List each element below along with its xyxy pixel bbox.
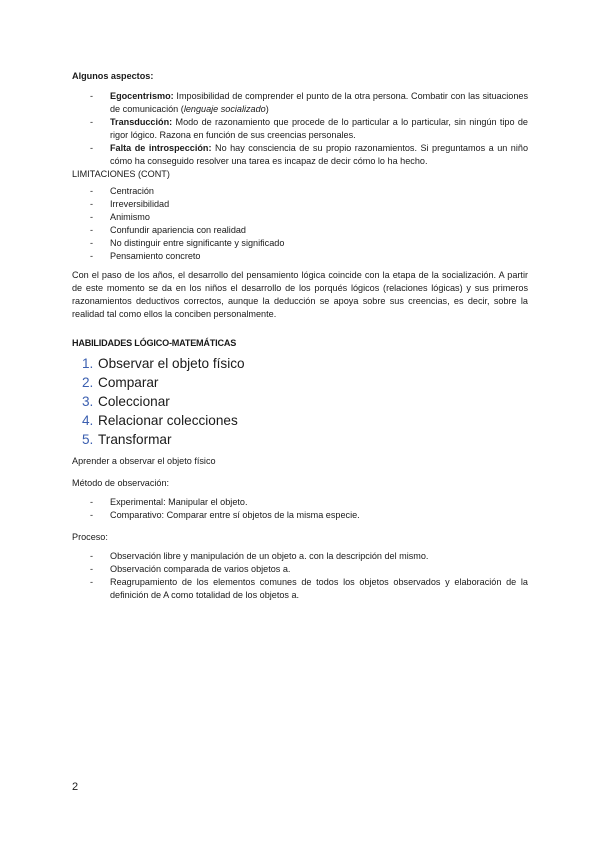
method-item: - Comparativo: Comparar entre sí objetos de la misma especie. bbox=[72, 509, 528, 522]
skill-label: Observar el objeto físico bbox=[98, 356, 245, 371]
process-heading: Proceso: bbox=[72, 532, 108, 542]
skill-label: Relacionar colecciones bbox=[98, 413, 238, 428]
limitations-list bbox=[72, 185, 528, 263]
limitation-item: - Confundir apariencia con realidad bbox=[72, 224, 528, 237]
limitation-item: - Animismo bbox=[72, 211, 528, 224]
page-number: 2 bbox=[72, 781, 79, 793]
process-list bbox=[72, 550, 528, 602]
skill-number: 5. bbox=[82, 432, 94, 447]
aspect-term: Transducción: bbox=[110, 117, 173, 127]
method-heading: Método de observación: bbox=[72, 478, 170, 488]
method-list bbox=[72, 496, 528, 522]
document-page bbox=[72, 70, 528, 602]
skill-item bbox=[82, 354, 528, 373]
limitation-item: - Pensamiento concreto bbox=[72, 250, 528, 263]
skill-label: Coleccionar bbox=[98, 394, 170, 409]
aspects-list bbox=[72, 90, 528, 168]
skill-item bbox=[82, 373, 528, 392]
skill-number: 3. bbox=[82, 394, 94, 409]
aspects-heading: Algunos aspectos: bbox=[72, 71, 154, 81]
skill-label: Transformar bbox=[98, 432, 172, 447]
aspect-text: Imposibilidad de comprender el punto de la otra persona. Combatir con las situaciones de comunicación ( bbox=[110, 91, 528, 114]
skills-list bbox=[72, 354, 528, 449]
aspect-item-egocentrismo bbox=[72, 90, 528, 116]
observe-heading: Aprender a observar el objeto físico bbox=[72, 456, 216, 466]
skill-label: Comparar bbox=[98, 375, 159, 390]
limitation-item: - Centración bbox=[72, 185, 528, 198]
skill-number: 2. bbox=[82, 375, 94, 390]
skill-number: 4. bbox=[82, 413, 94, 428]
limitations-heading: LIMITACIONES (CONT) bbox=[72, 169, 170, 179]
process-item: - Reagrupamiento de los elementos comunes de todos los objetos observados y elaboración de la definición de A como totalidad de los objetos a. bbox=[72, 576, 528, 602]
process-item: - Observación comparada de varios objetos a. bbox=[72, 563, 528, 576]
aspect-item-introspeccion bbox=[72, 142, 528, 168]
skill-item bbox=[82, 392, 528, 411]
aspect-text: Modo de razonamiento que procede de lo particular a lo particular, sin ningún tipo de rigor lógico. Razona en función de sus creencias personales. bbox=[110, 117, 528, 140]
aspect-term: Falta de introspección: bbox=[110, 143, 212, 153]
skill-item bbox=[82, 430, 528, 449]
aspect-italic: lenguaje socializado bbox=[183, 104, 266, 114]
limitation-item: - Irreversibilidad bbox=[72, 198, 528, 211]
development-paragraph: Con el paso de los años, el desarrollo del pensamiento lógica coincide con la etapa de la socialización. A partir de este momento se da en los niños el desarrollo de los porqués lógicos (relaciones lógicas) y sus primeros razonamientos deductivos correctos, aunque la deducción se apoya sobre sus creencias, es decir, sobre la realidad tal como ellos la conciben personalmente. bbox=[72, 270, 528, 319]
skill-number: 1. bbox=[82, 356, 94, 371]
method-item: - Experimental: Manipular el objeto. bbox=[72, 496, 528, 509]
skills-heading: HABILIDADES LÓGICO-MATEMÁTICAS bbox=[72, 338, 237, 348]
skill-item bbox=[82, 411, 528, 430]
aspect-item-transduccion bbox=[72, 116, 528, 142]
process-item: - Observación libre y manipulación de un objeto a. con la descripción del mismo. bbox=[72, 550, 528, 563]
limitation-item: - No distinguir entre significante y significado bbox=[72, 237, 528, 250]
aspect-term: Egocentrismo: bbox=[110, 91, 174, 101]
aspect-text: No hay consciencia de su propio razonamientos. Si preguntamos a un niño cómo ha conseguido resolver una tarea es incapaz de decir cómo lo ha hecho. bbox=[110, 143, 529, 166]
aspect-tail: ) bbox=[265, 104, 269, 114]
